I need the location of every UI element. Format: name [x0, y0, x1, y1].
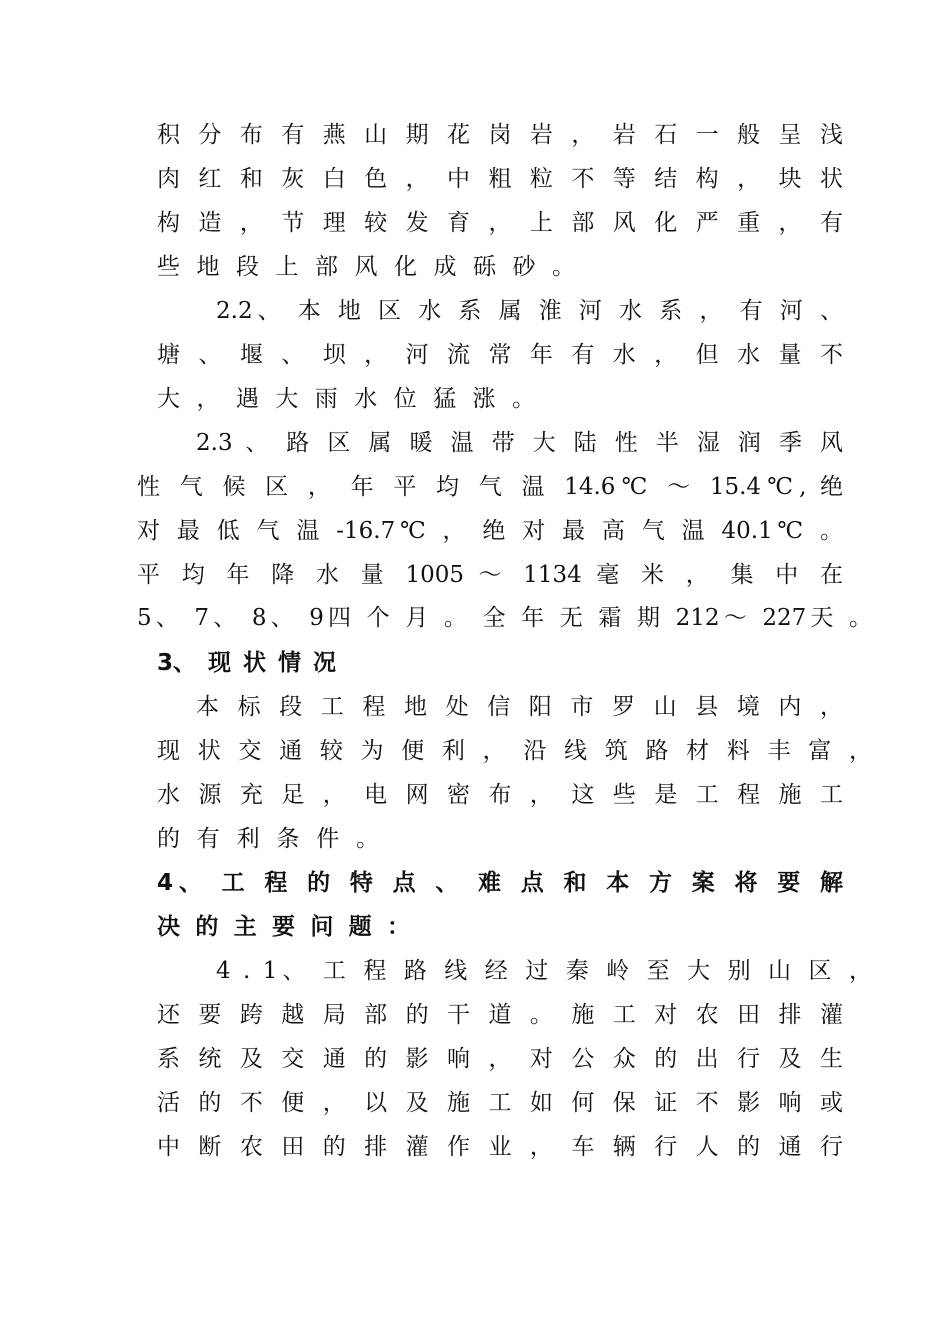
paragraph-start-line: 2.2、 本 地 区 水 系 属 淮 河 水 系 ， 有 河 、 — [216, 298, 843, 324]
text-line: 性 气 候 区 ， 年 平 均 气 温 14.6℃ ～ 15.4℃, 绝 — [137, 474, 843, 500]
text-line: 积 分 布 有 燕 山 期 花 岗 岩 ， 岩 石 一 般 呈 浅 — [157, 122, 843, 148]
text-line: 中 断 农 田 的 排 灌 作 业 ， 车 辆 行 人 的 通 行 — [157, 1134, 843, 1160]
text-line: 现 状 交 通 较 为 便 利 ， 沿 线 筑 路 材 料 丰 富 ， — [157, 738, 872, 764]
text-line: 系 统 及 交 通 的 影 响 ， 对 公 众 的 出 行 及 生 — [157, 1046, 843, 1072]
text-line: 平 均 年 降 水 量 1005 ～ 1134 毫 米 ， 集 中 在 — [137, 562, 843, 588]
text-line: 构 造 ， 节 理 较 发 育 ， 上 部 风 化 严 重 ， 有 — [157, 210, 843, 236]
paragraph-start-line: 2.3 、 路 区 属 暖 温 带 大 陆 性 半 湿 润 季 风 — [196, 430, 843, 456]
text-line: 水 源 充 足 ， 电 网 密 布 ， 这 些 是 工 程 施 工 — [157, 782, 843, 808]
paragraph-start-line: 本 标 段 工 程 地 处 信 阳 市 罗 山 县 境 内 ， — [196, 694, 843, 720]
paragraph-start-line: 4 . 1、 工 程 路 线 经 过 秦 岭 至 大 别 山 区 ， — [216, 958, 872, 984]
text-line: 肉 红 和 灰 白 色 ， 中 粗 粒 不 等 结 构 ， 块 状 — [157, 166, 843, 192]
text-line: 些 地 段 上 部 风 化 成 砾 砂 。 — [157, 254, 575, 280]
text-line: 塘 、 堰 、 坝 ， 河 流 常 年 有 水 ， 但 水 量 不 — [157, 342, 843, 368]
section-heading: 4、 工 程 的 特 点 、 难 点 和 本 方 案 将 要 解 — [157, 870, 843, 896]
text-line: 的 有 利 条 件 。 — [157, 826, 379, 852]
text-line: 对 最 低 气 温 -16.7℃ ， 绝 对 最 高 气 温 40.1℃ 。 — [137, 518, 843, 544]
text-line: 5、 7、 8、 9四 个 月 。 全 年 无 霜 期 212～ 227天 。 — [137, 605, 872, 631]
text-line: 大 ， 遇 大 雨 水 位 猛 涨 。 — [157, 386, 535, 412]
section-heading: 3、 现 状 情 况 — [157, 650, 337, 676]
text-line: 活 的 不 便 ， 以 及 施 工 如 何 保 证 不 影 响 或 — [157, 1090, 843, 1116]
section-heading-continued: 决 的 主 要 问 题 ： — [157, 914, 410, 940]
text-line: 还 要 跨 越 局 部 的 干 道 。 施 工 对 农 田 排 灌 — [157, 1002, 843, 1028]
